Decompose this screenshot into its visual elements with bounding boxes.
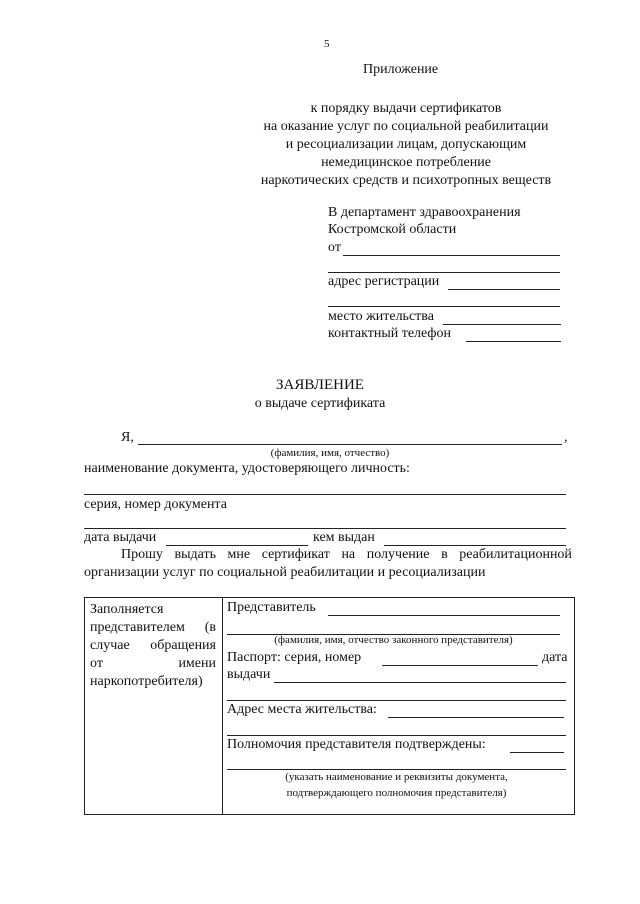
series-field[interactable]: [84, 528, 566, 529]
representative-hint: (фамилия, имя, отчество законного представителя): [274, 634, 513, 646]
address-field-2[interactable]: [227, 735, 566, 736]
powers-field-2[interactable]: [227, 769, 566, 770]
passport-issue-field[interactable]: [274, 682, 566, 683]
request-line-2: организации услуг по социальной реабилитации и ресоциализации: [84, 565, 486, 580]
passport-date-label: дата: [542, 650, 568, 665]
request-word: мне: [227, 547, 251, 562]
request-word: реабилитационной: [459, 547, 572, 562]
appendix-line: наркотических средств и психотропных веществ: [260, 173, 552, 188]
request-line-1: [121, 547, 572, 563]
fio-hint: (фамилия, имя, отчество): [270, 447, 390, 459]
doc-name-label: наименование документа, удостоверяющего личность:: [84, 461, 410, 476]
appendix-title: Приложение: [363, 62, 439, 77]
appendix-line: немедицинское потребление: [321, 155, 491, 170]
from-field-2[interactable]: [328, 272, 560, 273]
passport-issue-field-2[interactable]: [227, 700, 566, 701]
left-word: (в: [204, 620, 216, 635]
left-line: [90, 655, 216, 673]
doc-name-field[interactable]: [84, 494, 566, 495]
left-line: [90, 637, 216, 655]
request-word: выдать: [174, 547, 216, 562]
statement-title: ЗАЯВЛЕНИЕ: [276, 377, 364, 393]
issue-date-field[interactable]: [166, 545, 308, 546]
powers-field[interactable]: [510, 752, 564, 753]
fio-field[interactable]: [138, 444, 562, 445]
passport-label: Паспорт: серия, номер: [227, 650, 362, 665]
passport-field[interactable]: [382, 665, 538, 666]
left-word: от: [90, 656, 103, 671]
series-label: серия, номер документа: [84, 497, 227, 512]
request-word: на: [341, 547, 356, 562]
statement-subtitle: о выдаче сертификата: [254, 396, 386, 411]
appendix-text: [236, 100, 576, 190]
representative-field[interactable]: [328, 615, 560, 616]
appendix-line: на оказание услуг по социальной реабилитации: [263, 119, 549, 134]
left-word: обращения: [150, 638, 216, 653]
addressee-line1: В департамент здравоохранения: [328, 205, 521, 220]
i-label: Я,: [121, 430, 134, 445]
issue-date-label: дата выдачи: [84, 530, 157, 545]
registration-label: адрес регистрации: [328, 274, 440, 289]
passport-issue-label: выдачи: [227, 667, 271, 682]
request-word: сертификат: [261, 547, 330, 562]
from-field[interactable]: [343, 255, 560, 256]
left-word: имени: [178, 656, 216, 671]
left-line: Заполняется: [90, 602, 164, 617]
phone-field[interactable]: [466, 341, 561, 342]
table-left-cell: [90, 601, 216, 691]
left-line: наркопотребителя): [90, 674, 203, 689]
address-label: Адрес места жительства:: [227, 702, 377, 717]
request-word: получение: [366, 547, 430, 562]
residence-field[interactable]: [443, 324, 561, 325]
powers-label: Полномочия представителя подтверждены:: [227, 737, 486, 752]
issued-by-field[interactable]: [384, 545, 566, 546]
addressee-line2: Костромской области: [328, 222, 457, 237]
powers-hint-2: подтверждающего полномочия представителя): [286, 787, 507, 799]
address-field[interactable]: [388, 717, 564, 718]
appendix-line: к порядку выдачи сертификатов: [310, 101, 502, 116]
issued-by-label: кем выдан: [313, 530, 375, 545]
request-word: в: [441, 547, 448, 562]
registration-field[interactable]: [448, 289, 560, 290]
request-word: Прошу: [121, 547, 163, 562]
powers-hint-1: (указать наименование и реквизиты документа,: [285, 771, 508, 783]
left-line: [90, 619, 216, 637]
left-word: представителем: [90, 620, 185, 635]
table-divider: [222, 598, 223, 814]
registration-field-2[interactable]: [328, 306, 560, 307]
phone-label: контактный телефон: [328, 326, 451, 341]
left-word: случае: [90, 638, 130, 653]
page-number: 5: [324, 38, 330, 50]
from-label: от: [328, 240, 341, 255]
residence-label: место жительства: [328, 309, 434, 324]
representative-label: Представитель: [227, 600, 316, 615]
appendix-line: и ресоциализации лицам, допускающим: [285, 137, 527, 152]
comma: ,: [564, 430, 568, 445]
